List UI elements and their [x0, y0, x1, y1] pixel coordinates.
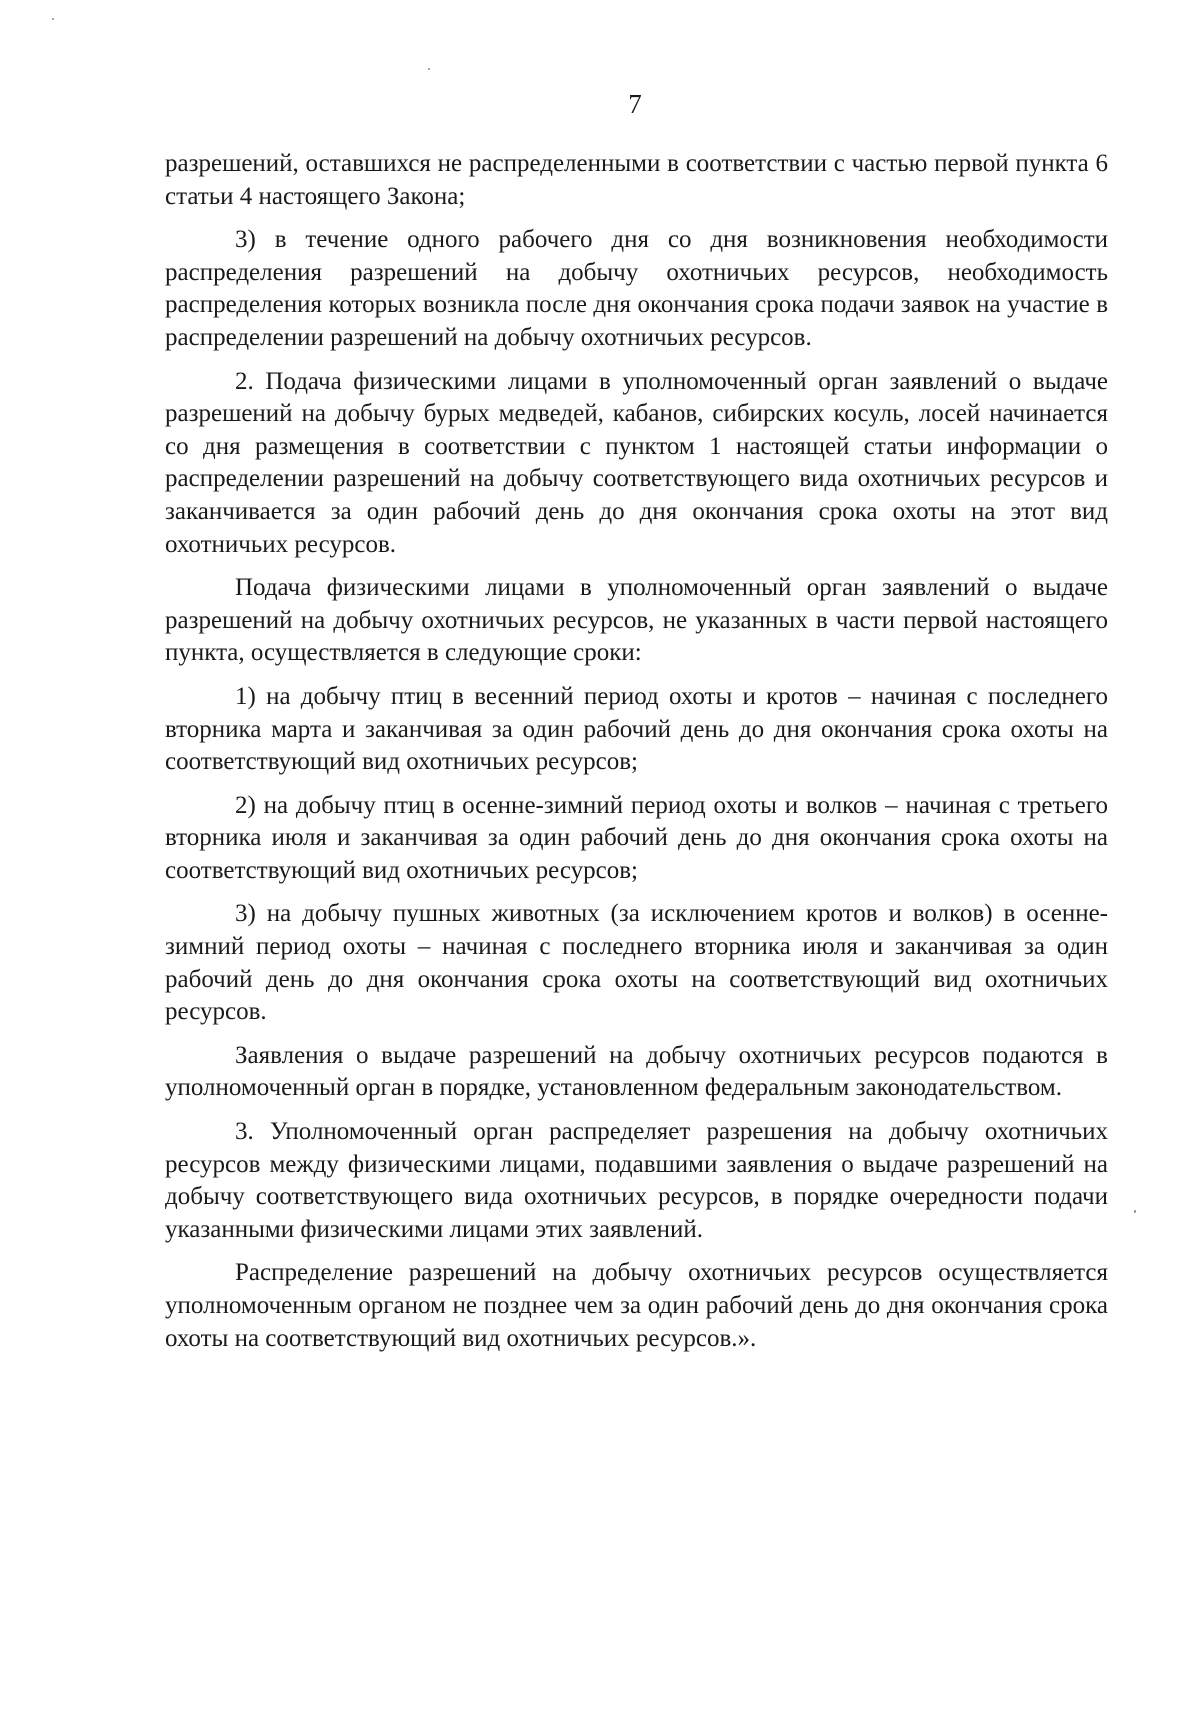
- scan-speck: [1134, 1210, 1136, 1213]
- paragraph-4: Подача физическими лицами в уполномоченный орган заявлений о выдаче разрешений на добычу охотничьих ресурсов, не указанных в части первой настоящего пункта, осуществляется в следующие сроки:: [165, 574, 1108, 667]
- scan-speck: [428, 68, 430, 70]
- paragraph-3: 2. Подача физическими лицами в уполномоченный орган заявлений о выдаче разрешений на добычу бурых медведей, кабанов, сибирских косуль, лосей начинается со дня размещения в соответствии с пунктом 1 настоящей статьи информации о распределении разрешений на добычу соответствующего вида охотничьих ресурсов и заканчивается за один рабочий день до дня окончания срока охоты на этот вид охотничьих ресурсов.: [165, 367, 1108, 558]
- body-text: [165, 148, 1108, 1366]
- paragraph-5: 1) на добычу птиц в весенний период охоты и кротов – начиная с последнего вторника марта и заканчивая за один рабочий день до дня окончания срока охоты на соответствующий вид охотничьих ресурсов;: [165, 682, 1108, 776]
- paragraph-2: 3) в течение одного рабочего дня со дня возникновения необходимости распределения разрешений на добычу охотничьих ресурсов, необходимость распределения которых возникла после дня окончания срока подачи заявок на участие в распределении разрешений на добычу охотничьих ресурсов.: [165, 226, 1108, 351]
- paragraph-10: Распределение разрешений на добычу охотничьих ресурсов осуществляется уполномоченным органом не позднее чем за один рабочий день до дня окончания срока охоты на соответствующий вид охотничьих ресурсов.».: [165, 1259, 1108, 1352]
- paragraph-9: 3. Уполномоченный орган распределяет разрешения на добычу охотничьих ресурсов между физическими лицами, подавшими заявления о выдаче разрешений на добычу соответствующего вида охотничьих ресурсов, в порядке очередности подачи указанными физическими лицами этих заявлений.: [165, 1118, 1108, 1243]
- paragraph-8: Заявления о выдаче разрешений на добычу охотничьих ресурсов подаются в уполномоченный орган в порядке, установленном федеральным законодательством.: [165, 1041, 1108, 1102]
- paragraph-7: 3) на добычу пушных животных (за исключением кротов и волков) в осенне-зимний период охоты – начиная с последнего вторника июля и заканчивая за один рабочий день до дня окончания срока охоты на соответствующий вид охотничьих ресурсов.: [165, 900, 1108, 1026]
- paragraph-6: 2) на добычу птиц в осенне-зимний период охоты и волков – начиная с третьего вторника июля и заканчивая за один рабочий день до дня окончания срока охоты на соответствующий вид охотничьих ресурсов;: [165, 791, 1108, 884]
- page-number: 7: [628, 89, 642, 119]
- scan-speck: [52, 18, 54, 20]
- paragraph-1: разрешений, оставшихся не распределенными в соответствии с частью первой пункта 6 статьи 4 настоящего Закона;: [165, 150, 1108, 210]
